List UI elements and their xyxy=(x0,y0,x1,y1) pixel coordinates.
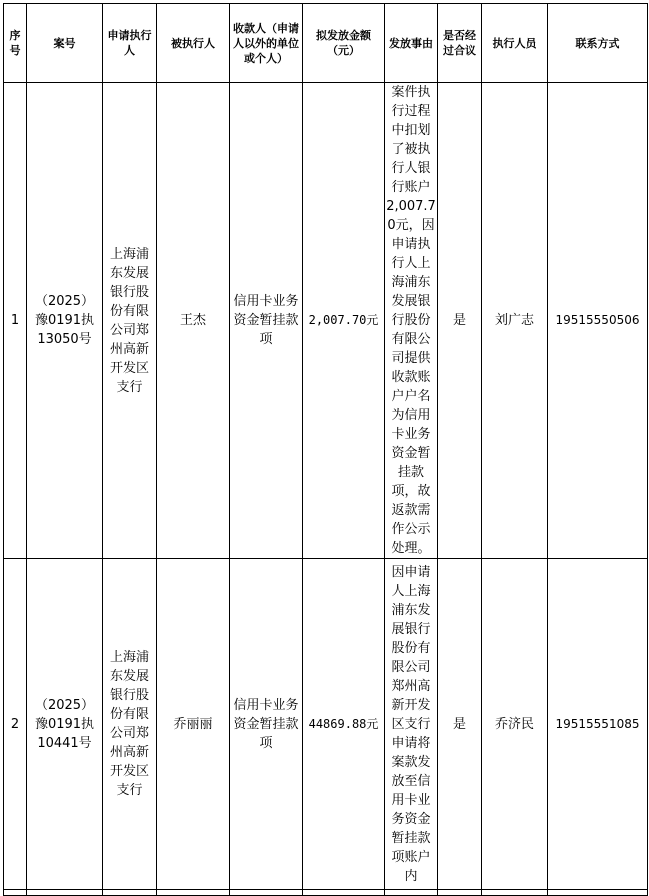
cell-seq: 2 xyxy=(4,559,27,890)
cell-case-no: （2025）豫0191执13050号 xyxy=(27,83,103,559)
header-case-no: 案号 xyxy=(27,4,103,83)
cell-applicant: 上海浦东发展银行股份有限公司郑州高新开发区支行 xyxy=(103,559,157,890)
disbursement-table xyxy=(3,3,648,896)
cell-seq: 1 xyxy=(4,83,27,559)
header-row xyxy=(4,4,648,83)
cell-amount: 44869.88元 xyxy=(303,559,385,890)
header-meeting: 是否经过合议 xyxy=(438,4,482,83)
cell-amount: 2,007.70元 xyxy=(303,83,385,559)
cell-case-no: （2025）豫0191执10441号 xyxy=(27,559,103,890)
header-contact: 联系方式 xyxy=(548,4,648,83)
cell-contact: 19515550506 xyxy=(548,83,648,559)
cell-respondent: 乔丽丽 xyxy=(157,559,230,890)
cell-reason-text: 因申请人上海浦东发展银行股份有限公司郑州高新开发区支行申请将案款发放至信用卡业务资金暂挂款项账户内 xyxy=(391,564,431,884)
table-row xyxy=(4,83,648,559)
cell-payee: 信用卡业务资金暂挂款项 xyxy=(230,83,303,559)
cell-contact: 19515551085 xyxy=(548,559,648,890)
cell-reason xyxy=(385,83,438,559)
header-payee: 收款人（申请人以外的单位或个人） xyxy=(230,4,303,83)
header-reason: 发放事由 xyxy=(385,4,438,83)
cell-meeting: 是 xyxy=(438,83,482,559)
cell-meeting: 是 xyxy=(438,559,482,890)
cell-respondent: 王杰 xyxy=(157,83,230,559)
cell-payee: 信用卡业务资金暂挂款项 xyxy=(230,559,303,890)
cell-reason-text: 案件执行过程中扣划了被执行人银行账户2,007.70元，因申请执行人上海浦东发展银行股份有限公司提供收款账户户名为信用卡业务资金暂挂款项，故返款需作公示处理。 xyxy=(386,85,436,556)
table-row xyxy=(4,559,648,890)
header-applicant: 申请执行人 xyxy=(103,4,157,83)
cell-applicant: 上海浦东发展银行股份有限公司郑州高新开发区支行 xyxy=(103,83,157,559)
cell-executor: 刘广志 xyxy=(482,83,548,559)
header-seq: 序号 xyxy=(4,4,27,83)
header-amount: 拟发放金额（元） xyxy=(303,4,385,83)
cell-executor: 乔济民 xyxy=(482,559,548,890)
header-respondent: 被执行人 xyxy=(157,4,230,83)
cell-reason xyxy=(385,559,438,890)
header-executor: 执行人员 xyxy=(482,4,548,83)
